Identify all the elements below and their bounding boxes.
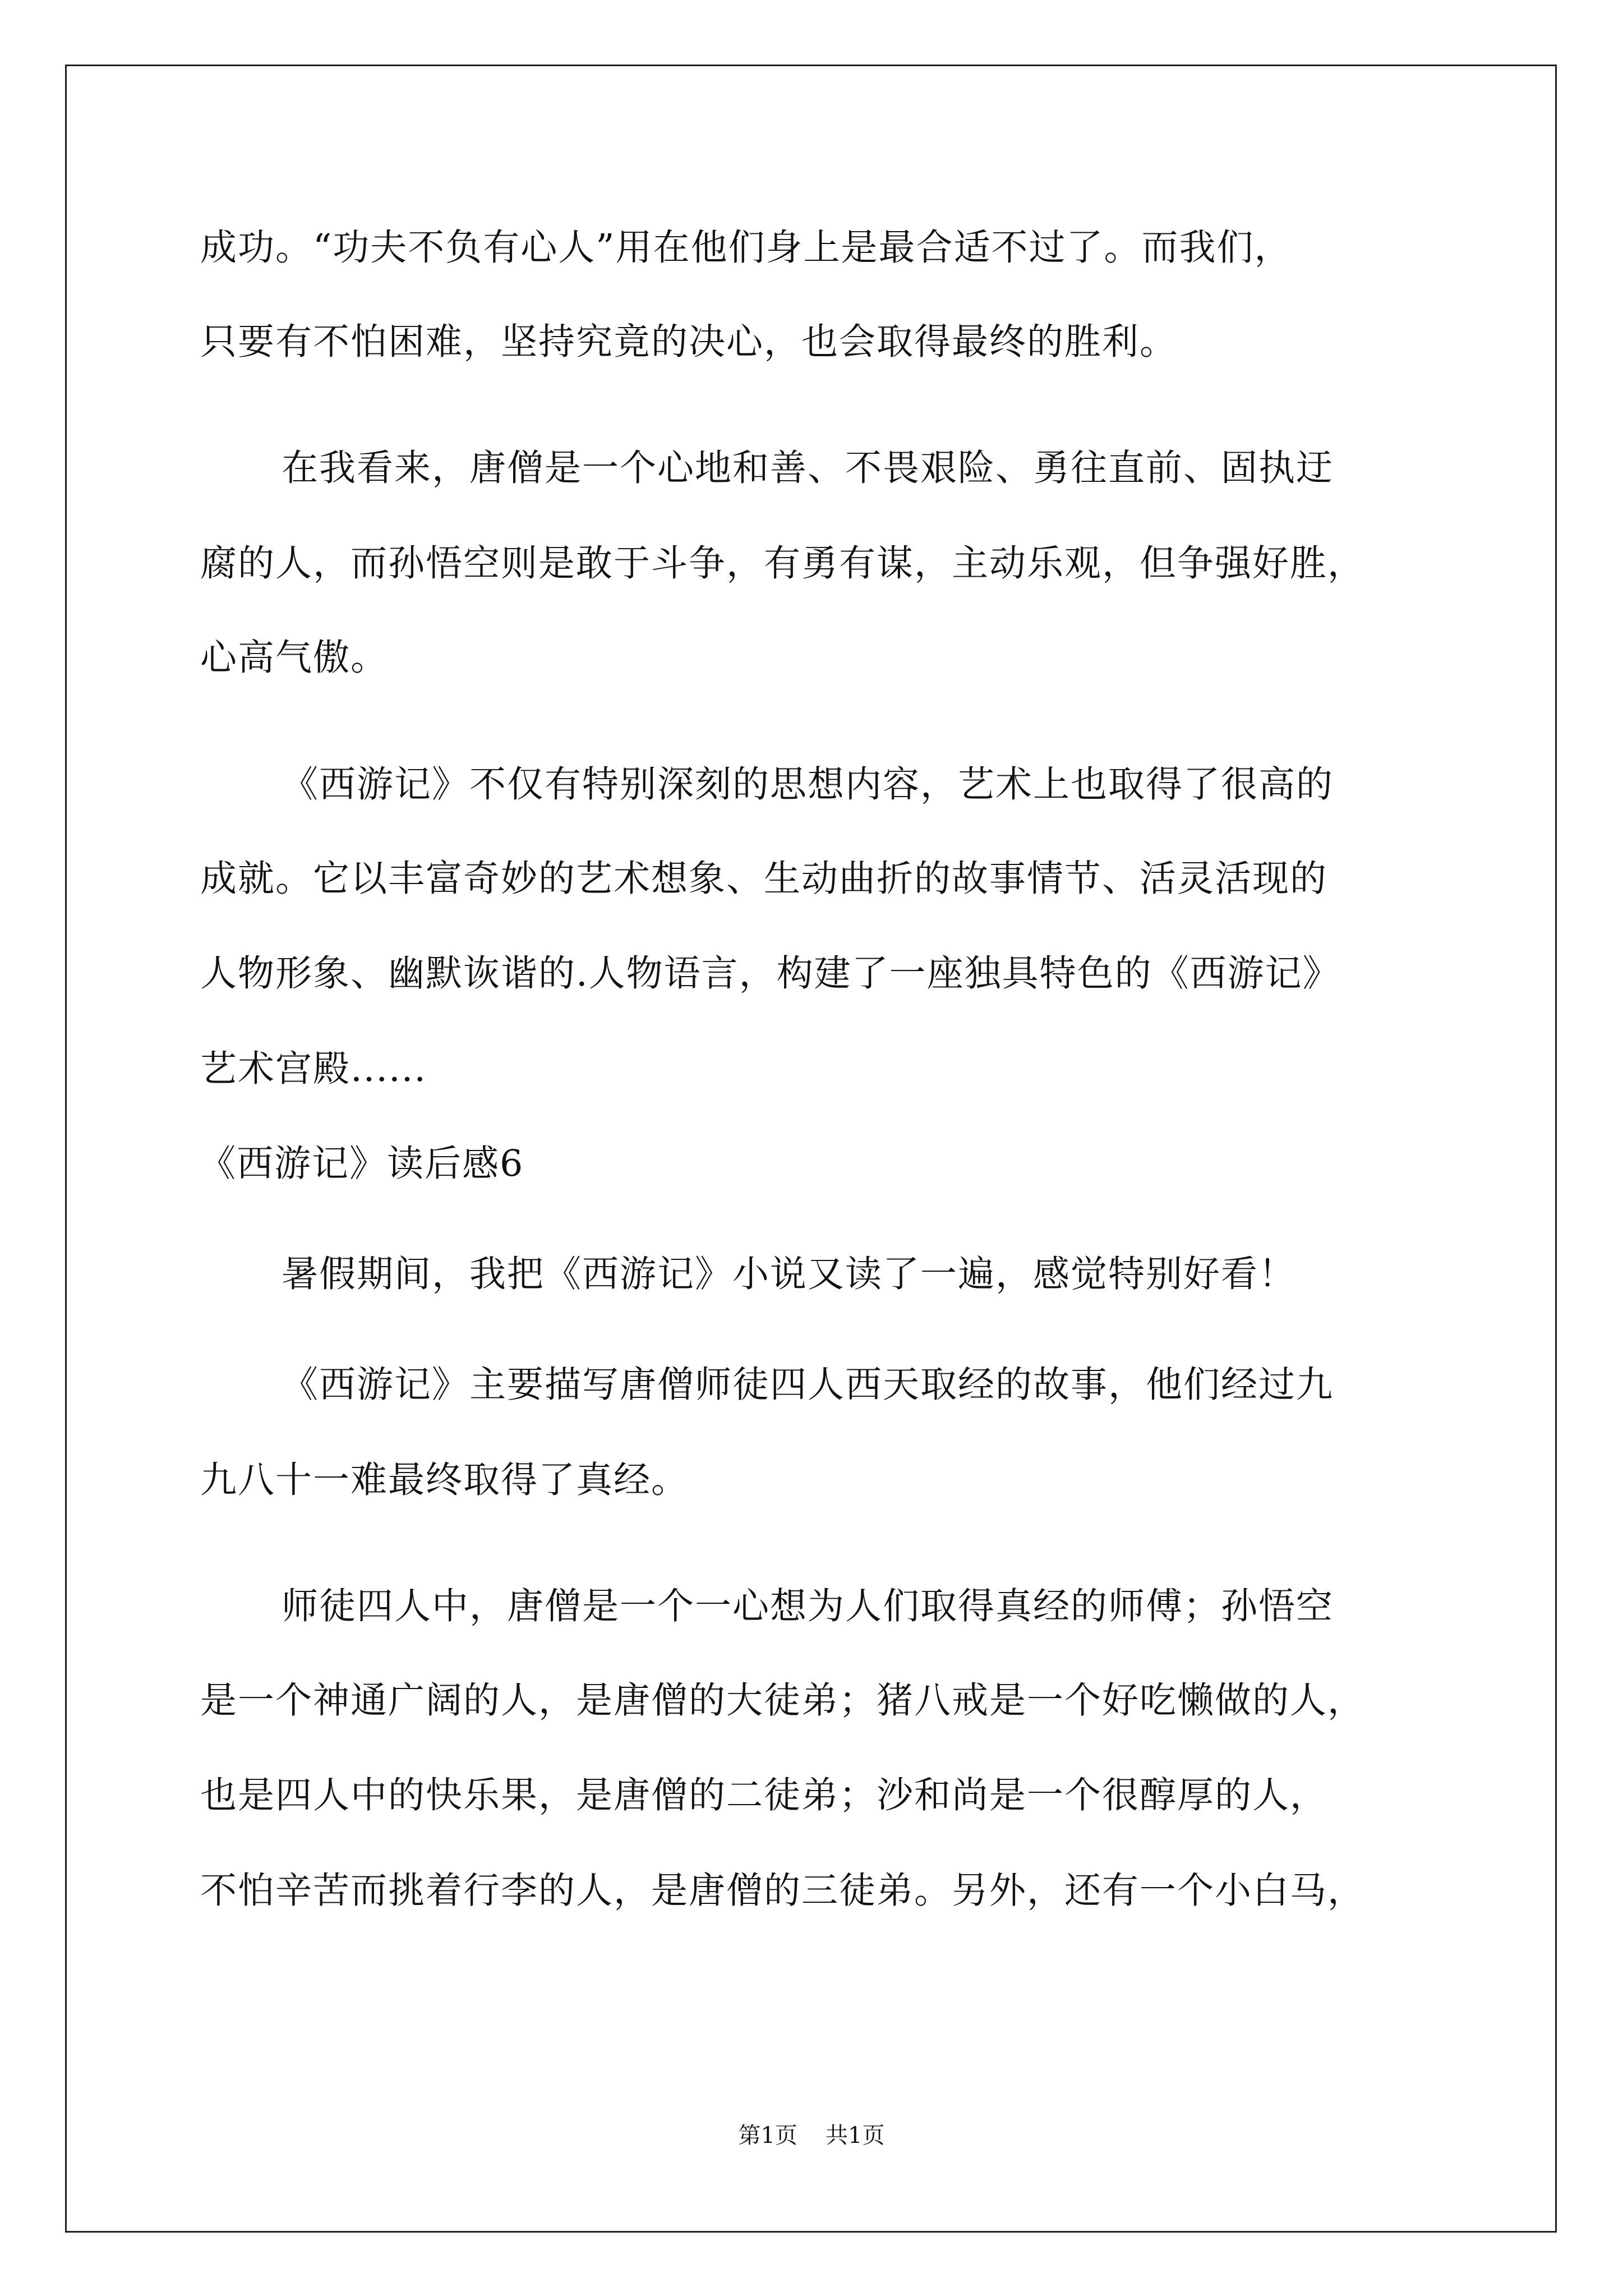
text-line: 腐的人，而孙悟空则是敢于斗争，有勇有谋，主动乐观，但争强好胜， [200,542,1366,585]
text-line: 是一个神通广阔的人，是唐僧的大徒弟；猪八戒是一个好吃懒做的人， [200,1680,1366,1722]
text-line: 心高气傲。 [200,637,389,679]
text-line: 也是四人中的快乐果，是唐僧的二徒弟；沙和尚是一个很醇厚的人， [200,1774,1328,1816]
text-line: 在我看来，唐僧是一个心地和善、不畏艰险、勇往直前、固执迂 [282,447,1334,489]
text-line: 成功。“功夫不负有心人”用在他们身上是最合适不过了。而我们， [200,227,1292,269]
text-line: 只要有不怕困难，坚持究竟的决心，也会取得最终的胜利。 [200,321,1178,363]
text-line: 《西游记》不仅有特别深刻的思想内容，艺术上也取得了很高的 [282,763,1334,806]
text-line: 《西游记》主要描写唐僧师徒四人西天取经的故事，他们经过九 [282,1364,1334,1406]
text-line: 成就。它以丰富奇妙的艺术想象、生动曲折的故事情节、活灵活现的 [200,858,1328,900]
text-line: 人物形象、幽默诙谐的.人物语言，构建了一座独具特色的《西游记》 [200,953,1340,995]
page-footer [0,2122,1623,2150]
section-heading: 《西游记》读后感6 [199,1143,524,1185]
page-number-total: 共1页 [826,2123,885,2148]
page-number-current: 第1页 [738,2123,797,2148]
text-line: 九八十一难最终取得了真经。 [200,1459,689,1501]
text-line: 艺术宫殿...... [200,1048,427,1090]
text-line: 暑假期间，我把《西游记》小说又读了一遍，感觉特别好看！ [282,1253,1297,1295]
text-line: 师徒四人中，唐僧是一个一心想为人们取得真经的师傅；孙悟空 [282,1585,1334,1627]
text-line: 不怕辛苦而挑着行李的人，是唐僧的三徒弟。另外，还有一个小白马， [200,1870,1366,1912]
